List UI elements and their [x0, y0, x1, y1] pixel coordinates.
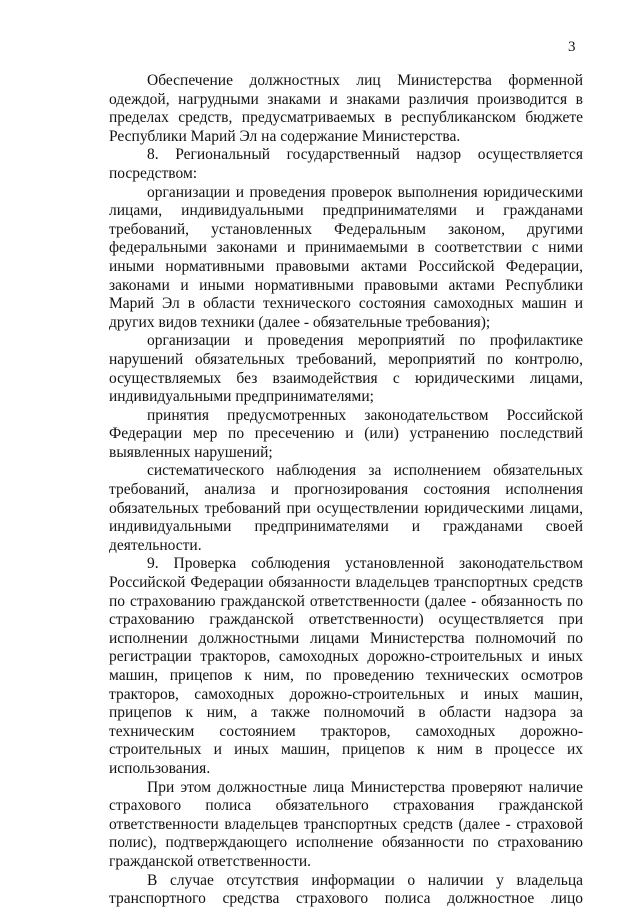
paragraph-supervision-monitoring: систематического наблюдения за исполнением обязательных требований, анализа и прогнозирования состояния исполнения обязательных требований при осуществлении юридическими лицами, индивидуальными предпринимателями и гражданами своей деятельности. — [109, 462, 583, 554]
paragraph-insurance-check: 9. Проверка соблюдения установленной законодательством Российской Федерации обязанности владельцев транспортных средств по страхованию гражданской ответственности (далее - обязанность по страхованию гражданской ответственности) осуществляется при исполнении должностными лицами Министерства полномочий по регистрации тракторов, самоходных дорожно-строительных и иных машин, прицепов к ним, по проведению технических осмотров тракторов, самоходных дорожно-строительных и иных машин, прицепов к ним, а также полномочий в области надзора за техническим состоянием тракторов, самоходных дорожно-строительных и иных машин, прицепов к ним в процессе их использования. — [109, 555, 583, 777]
paragraph-insurance-absence: В случае отсутствия информации о наличии у владельца транспортного средства страхового полиса должностное лицо — [109, 871, 583, 908]
paragraph-uniform-supply: Обеспечение должностных лиц Министерства форменной одеждой, нагрудными знаками и знаками различия производится в пределах средств, предусматриваемых в республиканском бюджете Республики Марий Эл на содержание Министерства. — [109, 72, 583, 145]
paragraph-supervision-prevention: организации и проведения мероприятий по профилактике нарушений обязательных требований, мероприятий по контролю, осуществляемых без взаимодействия с юридическими лицами, индивидуальными предпринимателями; — [109, 332, 583, 406]
paragraph-supervision-measures: принятия предусмотренных законодательством Российской Федерации мер по пресечению и (или) устранению последствий выявленных нарушений; — [109, 406, 583, 461]
paragraph-supervision-intro: 8. Региональный государственный надзор осуществляется посредством: — [109, 146, 583, 182]
paragraph-supervision-inspections: организации и проведения проверок выполнения юридическими лицами, индивидуальными предпринимателями и гражданами требований, установленных Федеральным законом, другими федеральными законами и принимаемыми в соответствии с ними иными нормативными правовыми актами Российской Федерации, законами и иными нормативными правовыми актами Республики Марий Эл в области технического состояния самоходных машин и других видов техники (далее - обязательные требования); — [109, 183, 583, 331]
page-number: 3 — [568, 39, 576, 55]
paragraph-insurance-policy: При этом должностные лица Министерства проверяют наличие страхового полиса обязательного страхования гражданской ответственности владельцев транспортных средств (далее - страховой полис), подтверждающего исполнение обязанности по страхованию гражданской ответственности. — [109, 778, 583, 870]
document-body — [109, 72, 583, 909]
